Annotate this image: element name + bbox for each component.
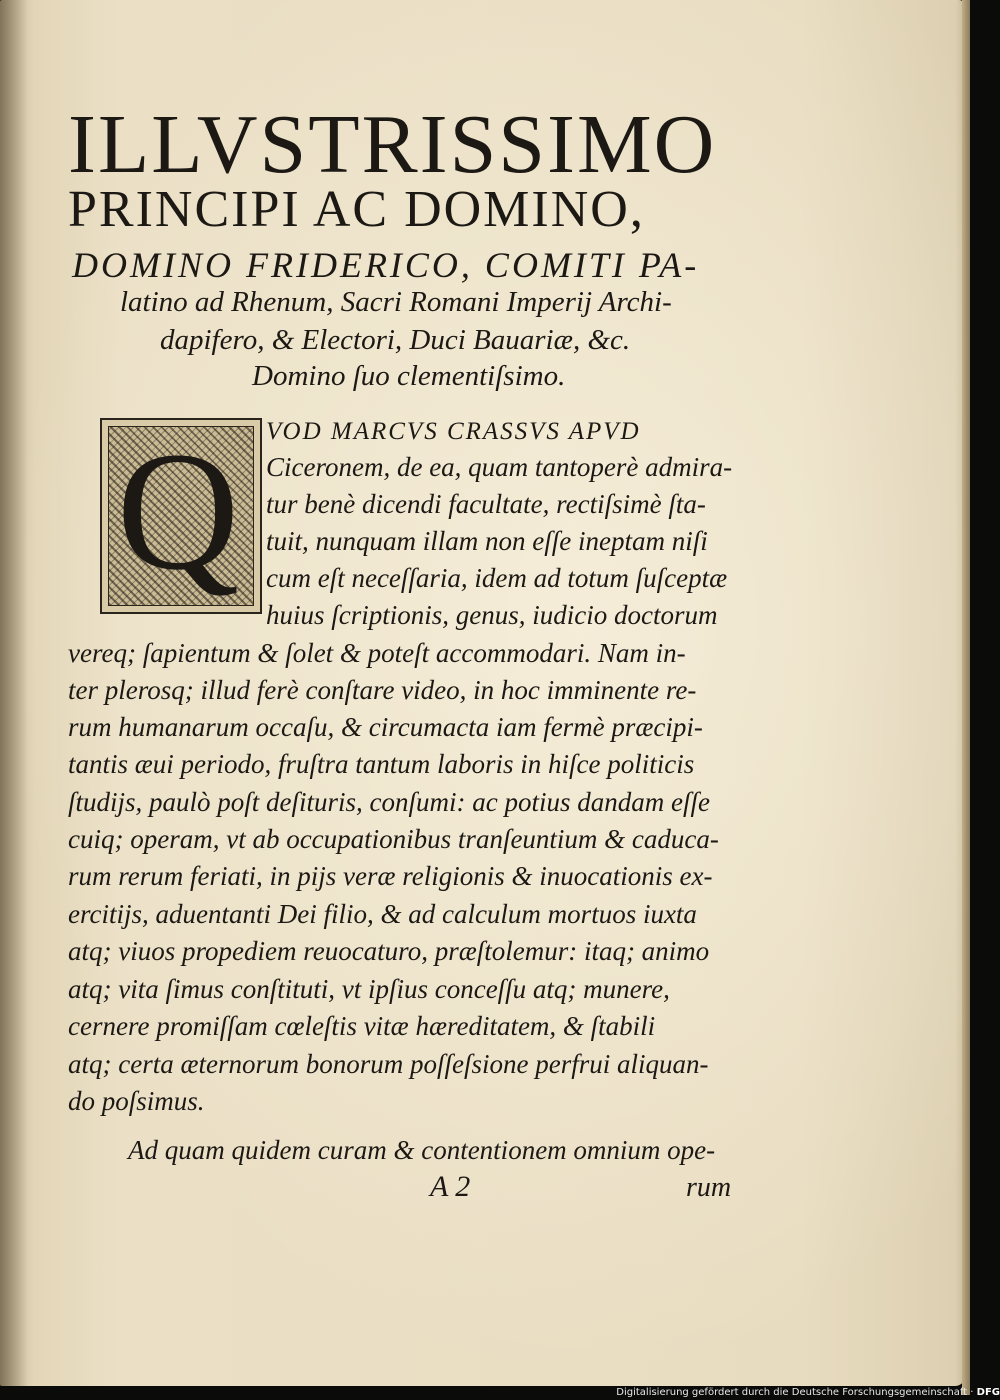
- body-line: cernere promiſſam cœleſtis vitæ hæreditatem, & ſtabili: [68, 1011, 656, 1041]
- body-line: atq; vita ſimus conſtituti, vt ipſius conceſſu atq; munere,: [68, 974, 670, 1004]
- body-line: do poſsimus.: [68, 1086, 205, 1116]
- body-line: rum rerum feriati, in pijs veræ religionis & inuocationis ex-: [68, 861, 713, 891]
- dedication-line: Domino ſuo clementiſsimo.: [252, 360, 566, 392]
- title-line-2: PRINCIPI AC DOMINO,: [68, 181, 645, 238]
- body-line: ſtudijs, paulò poſt deſituris, conſumi: ac potius dandam eſſe: [68, 787, 710, 817]
- body-line: VOD MARCVS CRASSVS APVD: [266, 418, 641, 445]
- digitization-credit: [612, 1386, 1000, 1400]
- credit-text: Digitalisierung gefördert durch die Deutsche Forschungsgemeinschaft ·: [616, 1387, 974, 1398]
- signature-mark: A 2: [430, 1170, 471, 1203]
- paragraph-opening-line: Ad quam quidem curam & contentionem omnium ope-: [128, 1135, 716, 1165]
- body-line: rum humanarum occaſu, & circumacta iam fermè præcipi-: [68, 712, 703, 742]
- dedication-line: dapifero, & Electori, Duci Bauariæ, &c.: [160, 324, 631, 356]
- decorated-initial: [100, 418, 262, 614]
- body-line: tuit, nunquam illam non eſſe ineptam niſi: [266, 526, 708, 556]
- title-line-1: ILLVSTRISSIMO: [68, 98, 717, 191]
- gutter-shadow: [0, 0, 28, 1386]
- body-line: tur benè dicendi facultate, rectiſsimè ſta-: [266, 489, 706, 519]
- body-line: ter plerosq; illud ferè conſtare video, in hoc imminente re-: [68, 675, 697, 705]
- dfg-logo: DFG: [976, 1387, 1000, 1398]
- dedication-line: latino ad Rhenum, Sacri Romani Imperij Archi-: [120, 286, 672, 318]
- title-line-3: DOMINO FRIDERICO, COMITI PA-: [72, 245, 700, 285]
- body-line: huius ſcriptionis, genus, iudicio doctorum: [266, 600, 718, 630]
- body-line: vereq; ſapientum & ſolet & poteſt accommodari. Nam in-: [68, 638, 686, 668]
- catchword: rum: [686, 1172, 732, 1203]
- page-fore-edge: [962, 0, 970, 1395]
- body-line: atq; viuos propediem reuocaturo, præſtolemur: itaq; animo: [68, 936, 710, 966]
- initial-letter: Q: [116, 417, 240, 605]
- body-line: ercitijs, aduentanti Dei filio, & ad calculum mortuos iuxta: [68, 899, 697, 929]
- body-line: tantis æui periodo, fruſtra tantum laboris in hiſce politicis: [68, 749, 695, 779]
- body-line: cuiq; operam, vt ab occupationibus tranſeuntium & caduca-: [68, 824, 719, 854]
- body-line: Ciceronem, de ea, quam tantoperè admira-: [266, 452, 733, 482]
- body-line: atq; certa æternorum bonorum poſſeſsione perfrui aliquan-: [68, 1049, 709, 1079]
- body-line: cum eſt neceſſaria, idem ad totum ſuſceptæ: [266, 563, 728, 593]
